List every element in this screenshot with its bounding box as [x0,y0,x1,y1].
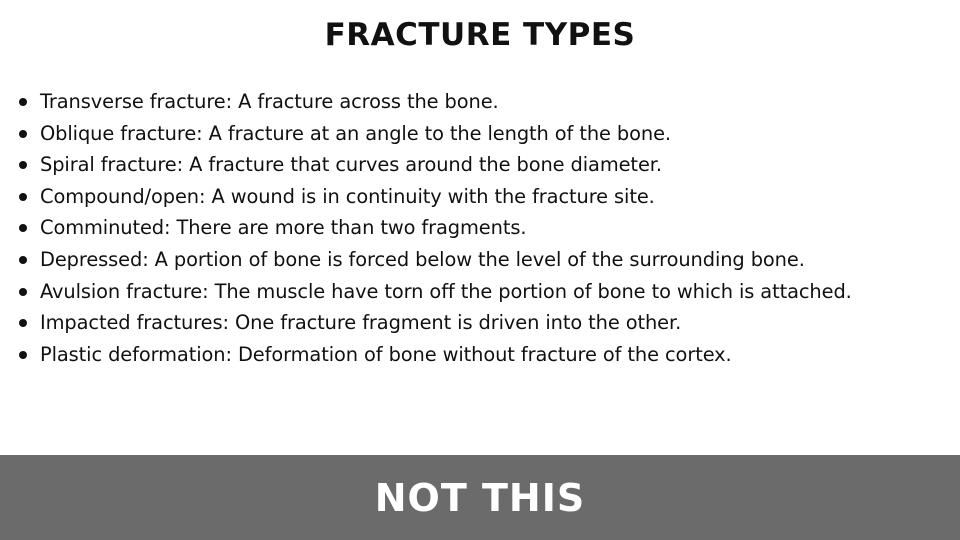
list-item-text: Oblique fracture: A fracture at an angle to the length of the bone. [40,121,671,145]
list-item [14,149,950,181]
footer-label: NOT THIS [374,475,586,520]
bullet-icon [19,319,27,327]
list-item [14,339,950,371]
list-item [14,181,950,213]
list-item [14,86,950,118]
list-item-text: Comminuted: There are more than two fragments. [40,216,527,240]
list-item [14,118,950,150]
list-item-text: Spiral fracture: A fracture that curves around the bone diameter. [40,153,662,177]
list-item-text: Transverse fracture: A fracture across the bone. [40,90,499,113]
bullet-icon [19,224,27,232]
slide-title: FRACTURE TYPES [324,17,636,53]
bullet-icon [19,130,27,138]
list-item [14,307,950,339]
list-item-text: Depressed: A portion of bone is forced below the level of the surrounding bone. [40,247,805,271]
bullet-icon [19,256,27,264]
list-item-text: Compound/open: A wound is in continuity with the fracture site. [40,184,655,208]
footer-banner [0,455,960,540]
bullet-icon [19,288,27,296]
list-item [14,276,950,308]
bullet-icon [19,98,27,106]
list-item-text: Impacted fractures: One fracture fragment is driven into the other. [40,311,682,335]
fracture-type-list [14,86,950,370]
bullet-icon [19,351,27,359]
bullet-icon [19,193,27,201]
list-item [14,244,950,276]
list-item-text: Plastic deformation: Deformation of bone without fracture of the cortex. [40,342,732,366]
list-item [14,212,950,244]
bullet-icon [19,161,27,169]
list-item-text: Avulsion fracture: The muscle have torn off the portion of bone to which is attached. [40,279,852,303]
